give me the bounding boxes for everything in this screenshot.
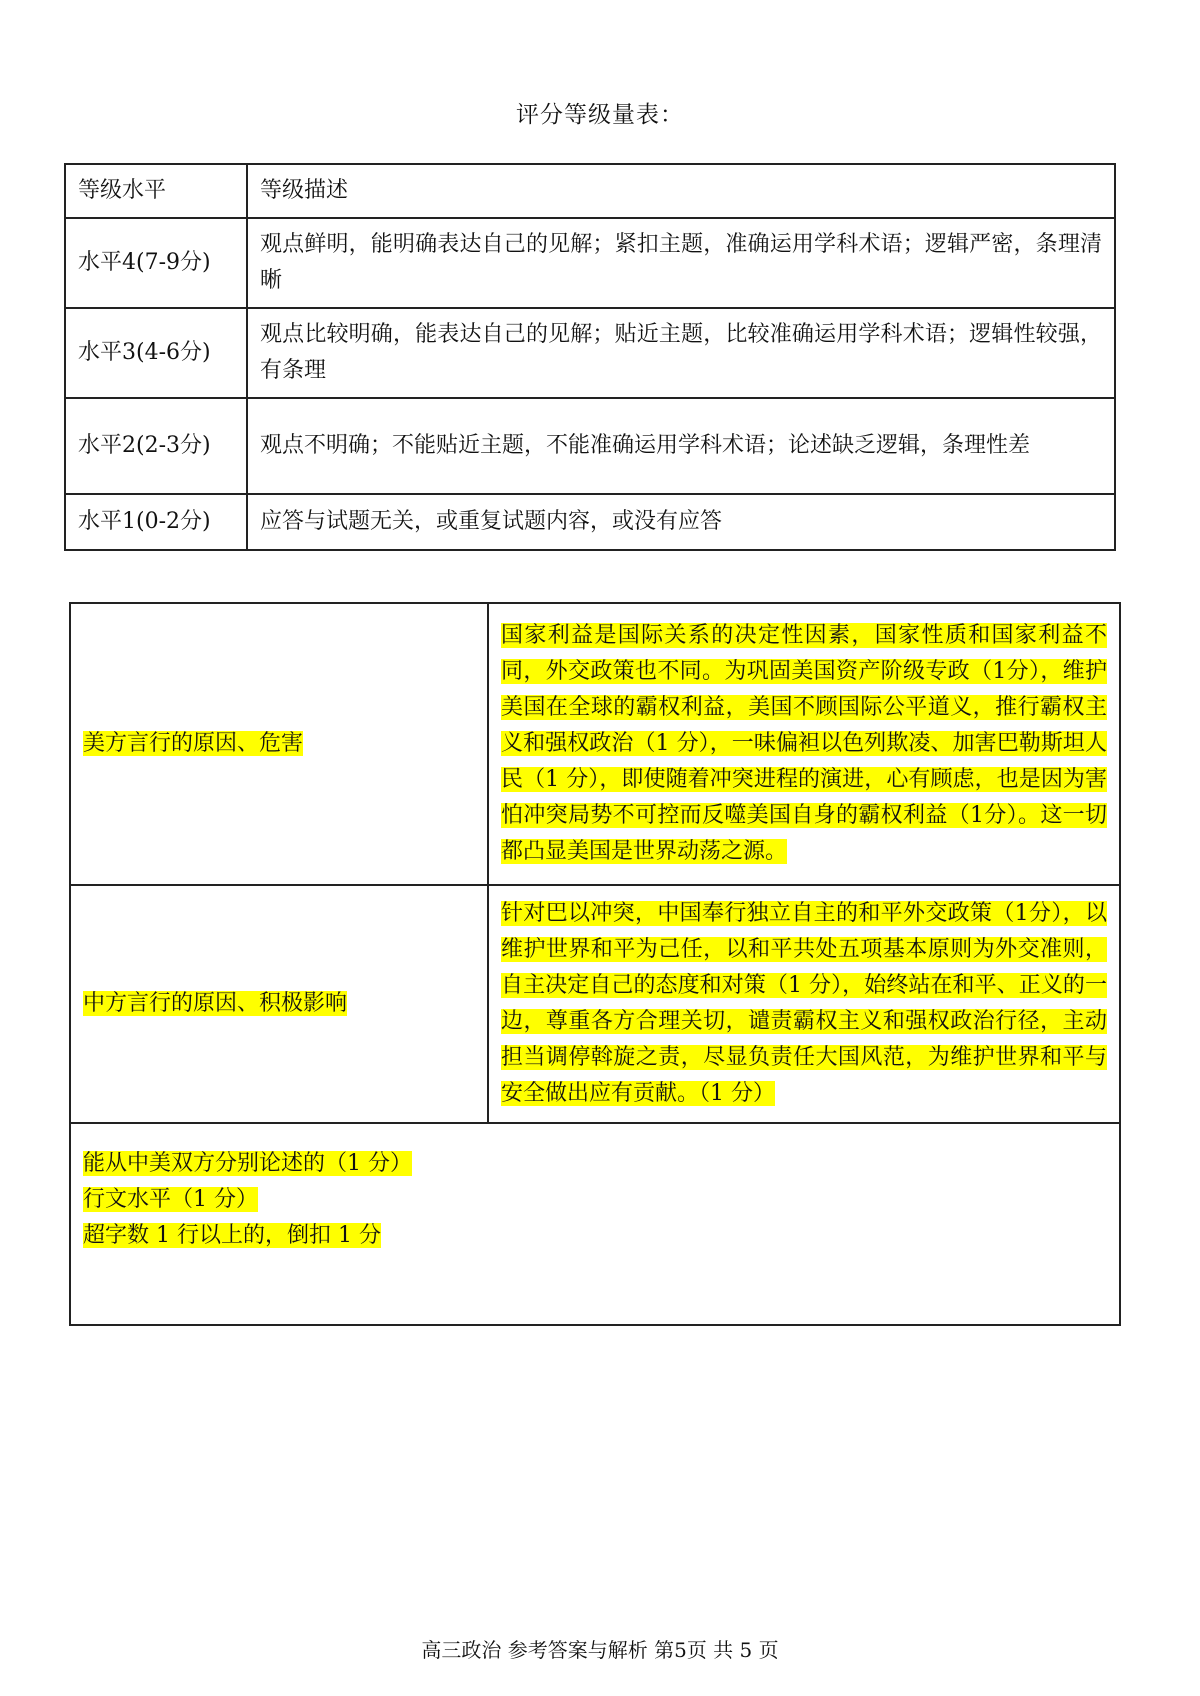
page-heading: 评分等级量表： <box>516 102 684 128</box>
notes-cell <box>70 1123 1120 1325</box>
description-cell: 观点鲜明，能明确表达自己的见解；紧扣主题，准确运用学科术语；逻辑严密，条理清晰 <box>247 218 1115 308</box>
criterion-label-cell <box>70 885 488 1123</box>
level-cell: 水平4(7-9分) <box>65 218 247 308</box>
header-level: 等级水平 <box>65 164 247 218</box>
table-row <box>70 885 1120 1123</box>
header-description: 等级描述 <box>247 164 1115 218</box>
description-cell: 观点比较明确，能表达自己的见解；贴近主题，比较准确运用学科术语；逻辑性较强，有条理 <box>247 308 1115 398</box>
criterion-content: 针对巴以冲突，中国奉行独立自主的和平外交政策（1分），以维护世界和平为己任，以和平共处五项基本原则为外交准则，自主决定自己的态度和对策（1 分），始终站在和平、正义的一边，尊重各方合理关切，谴责霸权主义和强权政治行径，主动担当调停斡旋之责，尽显负责任大国风范，为维护世界和平与安全做出应有贡献。（1 分） <box>501 901 1107 1106</box>
criterion-content-cell <box>488 603 1120 885</box>
answer-key-table <box>69 602 1121 1326</box>
level-cell: 水平3(4-6分) <box>65 308 247 398</box>
table-row <box>65 308 1115 398</box>
table-row <box>70 603 1120 885</box>
note-item: 能从中美双方分别论述的（1 分） <box>83 1151 412 1176</box>
table-row <box>65 494 1115 550</box>
notes-row <box>70 1123 1120 1325</box>
criterion-content: 国家利益是国际关系的决定性因素，国家性质和国家利益不同，外交政策也不同。为巩固美国资产阶级专政（1分），维护美国在全球的霸权利益，美国不顾国际公平道义，推行霸权主义和强权政治（1 分），一味偏袒以色列欺凌、加害巴勒斯坦人民（1 分），即使随着冲突进程的演进，心有顾虑，也是因为害怕冲突局势不可控而反噬美国自身的霸权利益（1分）。这一切都凸显美国是世界动荡之源。 <box>501 623 1107 864</box>
level-cell: 水平1(0-2分) <box>65 494 247 550</box>
level-cell: 水平2(2-3分) <box>65 398 247 494</box>
description-cell: 观点不明确；不能贴近主题，不能准确运用学科术语；论述缺乏逻辑，条理性差 <box>247 398 1115 494</box>
table-header-row <box>65 164 1115 218</box>
table-row <box>65 398 1115 494</box>
criterion-label: 中方言行的原因、积极影响 <box>83 991 348 1016</box>
table-row <box>65 218 1115 308</box>
criterion-label: 美方言行的原因、危害 <box>83 731 304 756</box>
page-footer: 高三政治 参考答案与解析 第5页 共 5 页 <box>421 1638 779 1662</box>
criterion-label-cell <box>70 603 488 885</box>
note-item: 超字数 1 行以上的，倒扣 1 分 <box>83 1223 381 1248</box>
description-cell: 应答与试题无关，或重复试题内容，或没有应答 <box>247 494 1115 550</box>
note-item: 行文水平（1 分） <box>83 1187 258 1212</box>
criterion-content-cell <box>488 885 1120 1123</box>
grading-scale-table <box>64 163 1116 551</box>
